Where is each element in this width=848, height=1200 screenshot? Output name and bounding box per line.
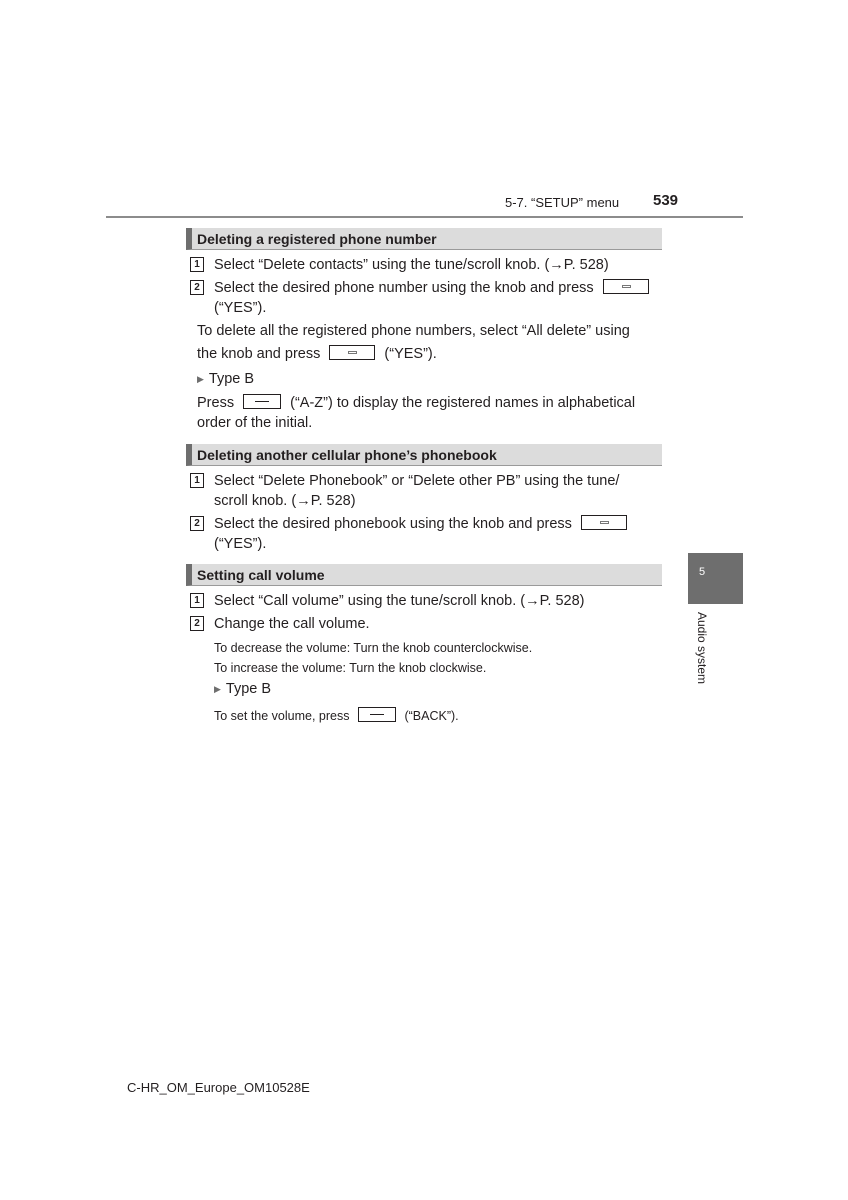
increase-note: To increase the volume: Turn the knob clockwise. [214, 661, 487, 675]
chapter-tab [688, 553, 743, 604]
step-text: Select “Call volume” using the tune/scroll knob. (→P. 528) [214, 593, 585, 609]
type-b-label [197, 370, 659, 391]
set-volume-text: To set the volume, press [214, 709, 350, 723]
type-b-text: Press [197, 395, 235, 411]
step-number: 2 [190, 516, 204, 531]
triangle-right-icon: ▶ [214, 684, 221, 694]
step-text: Select “Delete Phonebook” or “Delete other PB” using the tune/ [214, 473, 620, 489]
triangle-right-icon: ▶ [197, 374, 204, 384]
step-1 [190, 592, 660, 612]
type-b-text: order of the initial. [197, 414, 313, 431]
section-heading: Setting call volume [186, 564, 662, 586]
step-number: 2 [190, 280, 204, 295]
type-label-text: Type B [225, 681, 272, 697]
step-text: (“YES”). [214, 535, 267, 552]
step-number: 1 [190, 473, 204, 488]
decrease-note: To decrease the volume: Turn the knob counterclockwise. [214, 641, 533, 655]
button-icon [329, 345, 375, 360]
type-b-label [214, 680, 271, 700]
step-2 [190, 515, 660, 554]
step-text: Select the desired phone number using the knob and press [214, 280, 594, 296]
header-rule [106, 216, 743, 218]
button-icon [243, 394, 281, 409]
button-icon [581, 515, 627, 530]
set-volume-note [214, 707, 459, 725]
step-number: 1 [190, 257, 204, 272]
button-icon [603, 279, 649, 294]
footer-document-id: C-HR_OM_Europe_OM10528E [127, 1080, 310, 1095]
step-1 [190, 256, 660, 276]
page-number: 539 [653, 192, 679, 209]
type-b-text: (“A-Z”) to display the registered names in alphabetical [290, 395, 636, 411]
chapter-number: 5 [699, 566, 706, 578]
section-heading: Deleting a registered phone number [186, 228, 662, 250]
step-number: 2 [190, 616, 204, 631]
step-number: 1 [190, 593, 204, 608]
set-volume-text: (“BACK”). [404, 709, 459, 723]
note-paragraph [197, 322, 659, 342]
note-text: (“YES”). [384, 346, 437, 362]
type-label-text: Type B [208, 371, 255, 387]
type-b-paragraph [197, 394, 659, 433]
step-text: Select “Delete contacts” using the tune/scroll knob. (→P. 528) [214, 257, 609, 273]
note-paragraph [197, 345, 659, 365]
section-heading: Deleting another cellular phone’s phonebook [186, 444, 662, 466]
chapter-label: Audio system [695, 612, 709, 685]
note-text: To delete all the registered phone numbers, select “All delete” using [197, 323, 630, 339]
step-text: Change the call volume. [214, 616, 370, 632]
step-1 [190, 472, 660, 511]
step-2 [190, 615, 660, 635]
header-section-title: 5-7. “SETUP” menu [505, 195, 620, 210]
step-text: (“YES”). [214, 299, 267, 316]
step-text: Select the desired phonebook using the knob and press [214, 516, 572, 532]
button-icon [358, 707, 396, 722]
note-text: the knob and press [197, 346, 321, 362]
step-text: scroll knob. (→P. 528) [214, 492, 356, 509]
step-2 [190, 279, 660, 318]
